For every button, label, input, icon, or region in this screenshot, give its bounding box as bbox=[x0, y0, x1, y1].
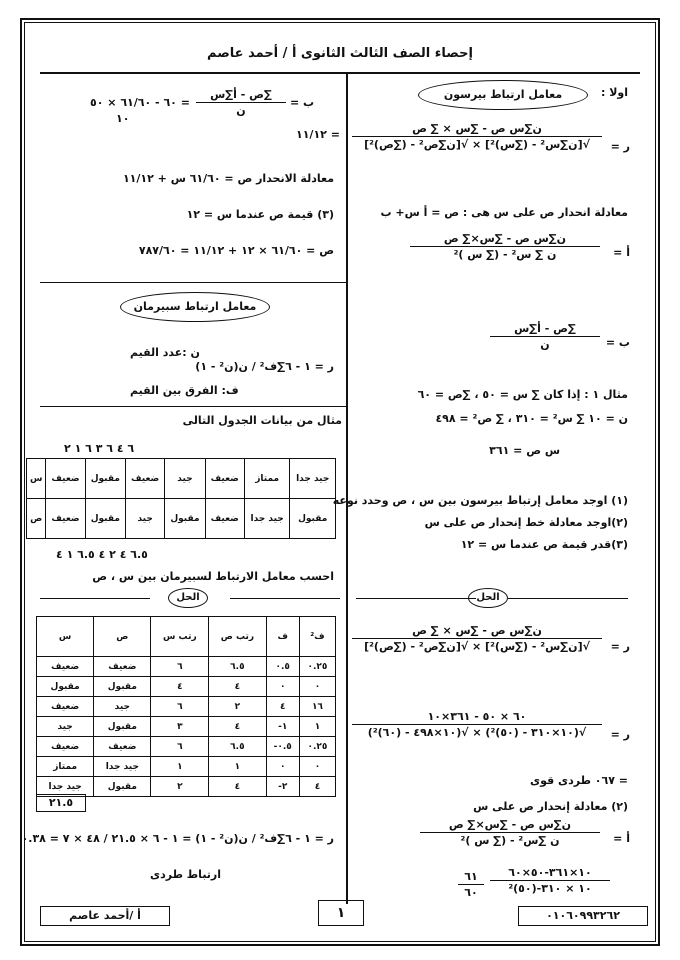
rank-cell: مقبول bbox=[94, 777, 151, 797]
rank-cell: ١ bbox=[209, 757, 266, 777]
compute-title: احسب معامل الارتباط لسبيرمان بين س ، ص bbox=[92, 570, 334, 583]
rank-header: رتب ص bbox=[209, 617, 266, 657]
rank-cell: ٦ bbox=[151, 697, 209, 717]
rank-cell: ٤ bbox=[299, 777, 335, 797]
a-result bbox=[458, 870, 484, 899]
rank-cell: ٠.٥ bbox=[266, 657, 299, 677]
b-calc-denominator2: ١٠ bbox=[116, 112, 130, 125]
rank-cell: ضعيف bbox=[37, 697, 94, 717]
rank-cell: ٦.٥ bbox=[209, 657, 266, 677]
data-cell: ضعيف bbox=[126, 459, 165, 499]
spearman-calculation: ر = ١ - ٦∑ف² / ن(ن² - ١) = ١ - ٦ × ٢١.٥ / ٤٨ × ٧ = ٠.٣٨ bbox=[21, 832, 334, 845]
rank-cell: ٢ bbox=[209, 697, 266, 717]
rank-cell: مقبول bbox=[94, 677, 151, 697]
rank-cell: ضعيف bbox=[94, 737, 151, 757]
y-calculation: ص = ٦١/٦٠ × ١٢ + ١١/١٢ = ٧٨٧/٦٠ bbox=[138, 244, 334, 257]
substitution-numerator: ٦٠ × ٥٠ - ٣٦١×١٠ bbox=[352, 710, 602, 725]
rank-header: س bbox=[37, 617, 94, 657]
rank-header: ص bbox=[94, 617, 151, 657]
spearman-bubble: معامل ارتباط سبيرمان bbox=[120, 292, 270, 322]
rank-cell: ٢ bbox=[151, 777, 209, 797]
author-box: أ /أحمد عاصم bbox=[40, 906, 170, 926]
example1-line3: س ص = ٣٦١ bbox=[489, 444, 560, 457]
data-cell: ضعيف bbox=[46, 499, 85, 539]
example1-line2: ن = ١٠ ∑ س² = ٣١٠ ، ∑ ص² = ٤٩٨ bbox=[435, 412, 628, 425]
rank-cell: ٤ bbox=[266, 697, 299, 717]
example1-line1: مثال ١ : إذا كان ∑ س = ٥٠ ، ∑ص = ٦٠ bbox=[417, 388, 628, 401]
solution-rule-right-2 bbox=[230, 598, 340, 599]
a-formula-2 bbox=[420, 818, 600, 847]
rank-cell: ١ bbox=[299, 717, 335, 737]
table-top-numbers: ٦ ٤ ٦ ٣ ٦ ١ ٢ bbox=[64, 442, 135, 455]
rank-cell: جيد bbox=[94, 697, 151, 717]
rank-cell: ٣ bbox=[151, 717, 209, 737]
rank-cell: ٠ bbox=[266, 757, 299, 777]
b-calc-formula bbox=[196, 88, 286, 117]
data-cell: ضعيف bbox=[205, 459, 244, 499]
pearson-denominator: √[ن∑س² - (∑س)²] × √[ن∑ص² - (∑ص)²] bbox=[364, 138, 590, 151]
f-definition: ف: الفرق بين القيم bbox=[130, 384, 239, 397]
pearson-formula bbox=[352, 122, 602, 151]
rank-cell: ٤ bbox=[209, 777, 266, 797]
a-numerator: ن∑س ص - ∑س×∑ ص bbox=[410, 232, 600, 247]
a-substitution bbox=[490, 866, 610, 895]
rank-row bbox=[37, 677, 336, 697]
a-formula bbox=[410, 232, 600, 261]
rank-cell: ٢- bbox=[266, 777, 299, 797]
rank-cell: ٦ bbox=[151, 657, 209, 677]
rank-cell: ٤ bbox=[151, 677, 209, 697]
page-number: ١ bbox=[318, 900, 364, 926]
a-result-numerator: ٦١ bbox=[458, 870, 484, 885]
data-cell: ضعيف bbox=[46, 459, 85, 499]
rank-row bbox=[37, 757, 336, 777]
data-cell: مقبول bbox=[290, 499, 336, 539]
data-cell: جيد جدا bbox=[290, 459, 336, 499]
rank-cell: ٤ bbox=[209, 677, 266, 697]
data-cell: مقبول bbox=[85, 499, 125, 539]
a-label: أ = bbox=[613, 246, 630, 259]
rank-cell: ١- bbox=[266, 717, 299, 737]
pearson2-denominator: √[ن∑س² - (∑س)²] × √[ن∑ص² - (∑ص)²] bbox=[364, 640, 590, 653]
a3-numerator: ١٠×٣٦١-٥٠×٦٠ bbox=[490, 866, 610, 881]
section-first-label: اولا : bbox=[600, 86, 628, 99]
rank-cell: مقبول bbox=[94, 717, 151, 737]
b-calc-substitution: = ٦٠ - ٦١/٦٠ × ٥٠ bbox=[90, 96, 190, 109]
pearson-bubble: معامل ارتباط بيرسون bbox=[418, 80, 588, 110]
n-definition: ن :عدد القيم bbox=[130, 346, 200, 359]
rank-cell: ٠ bbox=[299, 677, 335, 697]
data-cell: جيد جدا bbox=[244, 499, 290, 539]
a2-numerator: ن∑س ص - ∑س×∑ ص bbox=[420, 818, 600, 833]
data-cell: ص bbox=[27, 499, 46, 539]
rank-cell: مقبول bbox=[37, 677, 94, 697]
b-calc-denominator: ن bbox=[236, 104, 246, 117]
rank-header: رتب س bbox=[151, 617, 209, 657]
page-title: إحصاء الصف الثالث الثانوى أ / أحمد عاصم bbox=[40, 34, 640, 74]
data-table bbox=[26, 458, 336, 539]
rank-cell: ١ bbox=[151, 757, 209, 777]
phone-box: ٠١٠٦٠٩٩٣٢٦٢ bbox=[518, 906, 648, 926]
a-result-denominator: ٦٠ bbox=[464, 886, 478, 899]
rank-cell: ممتاز bbox=[37, 757, 94, 777]
pearson-formula-2 bbox=[352, 624, 602, 653]
example-title: مثال من بيانات الجدول التالى bbox=[182, 414, 342, 427]
substitution-denominator: √(١٠×٣١٠ - (٥٠)²) × √(١٠×٤٩٨ - (٦٠)²) bbox=[367, 726, 587, 739]
section-rule-1 bbox=[40, 282, 346, 283]
rank-cell: ضعيف bbox=[37, 657, 94, 677]
rank-cell: ضعيف bbox=[37, 737, 94, 757]
rank-total: ٢١.٥ bbox=[36, 794, 86, 812]
pearson-numerator: ن∑س ص - ∑س × ∑ ص bbox=[352, 122, 602, 137]
rank-cell: ٠.٢٥ bbox=[299, 657, 335, 677]
b-formula bbox=[490, 322, 600, 351]
data-cell: مقبول bbox=[85, 459, 125, 499]
data-cell: س bbox=[27, 459, 46, 499]
b-calc-numerator: ∑ص - أ∑س bbox=[196, 88, 286, 103]
solution-rule-left bbox=[356, 598, 476, 599]
section-rule-2 bbox=[40, 406, 346, 407]
rank-cell: ٠.٥- bbox=[266, 737, 299, 757]
rank-row bbox=[37, 717, 336, 737]
table-bottom-numbers: ٦.٥ ٤ ٢ ٤ ٦.٥ ١ ٤ bbox=[56, 548, 148, 561]
question-1: (١) اوجد معامل إرتباط بيرسون بين س ، ص وحدد نوعه bbox=[332, 494, 628, 507]
b-numerator: ∑ص - أ∑س bbox=[490, 322, 600, 337]
b-result: = ١١/١٢ bbox=[296, 128, 340, 141]
rank-cell: ٠ bbox=[299, 757, 335, 777]
rank-table bbox=[36, 616, 336, 797]
a-denominator: ن ∑ س² - (∑ س )² bbox=[453, 248, 557, 261]
regression-equation: معادلة الانحدار ص = ٦١/٦٠ س + ١١/١٢ bbox=[122, 172, 334, 185]
column-divider bbox=[346, 74, 348, 904]
spearman-type: ارتباط طردى bbox=[150, 868, 222, 881]
rank-header: ف² bbox=[299, 617, 335, 657]
data-cell: ممتاز bbox=[244, 459, 290, 499]
b-calc-label: ب = bbox=[290, 96, 315, 109]
rank-cell: ٠ bbox=[266, 677, 299, 697]
pearson-substitution bbox=[352, 710, 602, 739]
b-label: ب = bbox=[605, 336, 630, 349]
rank-row bbox=[37, 697, 336, 717]
b-denominator: ن bbox=[540, 338, 550, 351]
solution-rule-right bbox=[508, 598, 628, 599]
a3-denominator: ١٠ × ٣١٠-(٥٠)² bbox=[508, 882, 592, 895]
data-cell: جيد bbox=[126, 499, 165, 539]
rank-row bbox=[37, 657, 336, 677]
rank-cell: جيد bbox=[37, 717, 94, 737]
rank-header: ف bbox=[266, 617, 299, 657]
solution-label-left: الحل bbox=[168, 588, 208, 608]
regression-line-def: معادلة انحدار ص على س هى : ص = أ س+ ب bbox=[380, 206, 628, 219]
data-cell: جيد bbox=[165, 459, 205, 499]
data-cell: مقبول bbox=[165, 499, 205, 539]
question-2b: (٢) معادلة إنحدار ص على س bbox=[473, 800, 628, 813]
pearson2-numerator: ن∑س ص - ∑س × ∑ ص bbox=[352, 624, 602, 639]
question-3: (٣)قدر قيمة ص عندما س = ١٢ bbox=[460, 538, 628, 551]
r-label-3: ر = bbox=[610, 728, 630, 741]
a-label-2: أ = bbox=[613, 832, 630, 845]
data-cell: ضعيف bbox=[205, 499, 244, 539]
question-2: (٢)اوجد معادلة خط إنحدار ص على س bbox=[424, 516, 628, 529]
rank-cell: ١٦ bbox=[299, 697, 335, 717]
a2-denominator: ن ∑س² - (∑ س )² bbox=[460, 834, 560, 847]
rank-cell: ٦.٥ bbox=[209, 737, 266, 757]
pearson-result: = ٠٦٧ طردى قوى bbox=[530, 774, 628, 787]
rank-cell: ضعيف bbox=[94, 657, 151, 677]
rank-cell: ٠.٢٥ bbox=[299, 737, 335, 757]
solution-label: الحل bbox=[468, 588, 508, 608]
r-label-2: ر = bbox=[610, 640, 630, 653]
solution-rule-left-2 bbox=[40, 598, 150, 599]
rank-cell: ٤ bbox=[209, 717, 266, 737]
r-label: ر = bbox=[610, 140, 630, 153]
rank-cell: جيد جدا bbox=[37, 777, 94, 797]
rank-row bbox=[37, 737, 336, 757]
rank-cell: جيد جدا bbox=[94, 757, 151, 777]
spearman-formula: ر = ١ - ٦∑ف² / ن(ن² - ١) bbox=[195, 360, 334, 373]
rank-cell: ٦ bbox=[151, 737, 209, 757]
question-3-left: (٣) قيمة ص عندما س = ١٢ bbox=[186, 208, 334, 221]
